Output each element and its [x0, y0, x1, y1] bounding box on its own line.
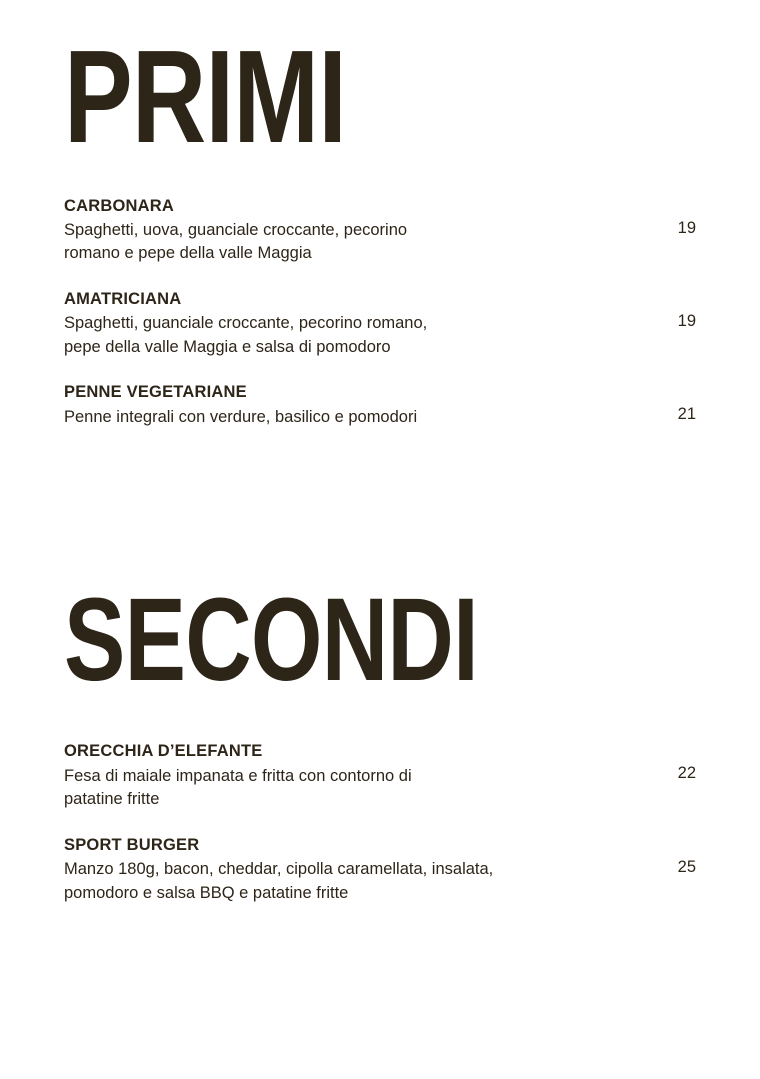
menu-item-description: Spaghetti, guanciale croccante, pecorino romano, pepe della valle Maggia e salsa di pomodoro	[64, 314, 428, 356]
menu-item-price: 22	[677, 764, 696, 783]
menu-item	[64, 289, 696, 359]
menu-item	[64, 382, 696, 429]
menu-item-price: 19	[677, 311, 696, 330]
menu-item	[64, 196, 696, 266]
menu-item-name: CARBONARA	[64, 196, 174, 215]
menu-item-price: 19	[677, 218, 696, 237]
menu-item-name: AMATRICIANA	[64, 289, 182, 308]
menu-item	[64, 741, 696, 811]
menu-item-name: ORECCHIA D’ELEFANTE	[64, 742, 263, 761]
menu-item-text	[64, 382, 417, 429]
section-heading-primi: PRIMI	[64, 23, 347, 170]
menu-item	[64, 835, 696, 905]
menu-item-name: SPORT BURGER	[64, 835, 200, 854]
menu-item-text	[64, 741, 412, 811]
menu-item-price: 21	[677, 405, 696, 424]
menu-section-secondi	[64, 574, 696, 928]
menu-section-primi	[64, 0, 696, 452]
menu-item-text	[64, 289, 427, 359]
menu-item-text	[64, 835, 493, 905]
menu-item-price: 25	[677, 857, 696, 876]
menu-item-description: Manzo 180g, bacon, cheddar, cipolla caramellata, insalata, pomodoro e salsa BBQ e patatine fritte	[64, 860, 494, 902]
menu-item-list-primi	[64, 196, 696, 429]
menu-item-list-secondi	[64, 741, 696, 905]
section-heading-secondi: SECONDI	[64, 574, 478, 706]
menu-item-description: Spaghetti, uova, guanciale croccante, pecorino romano e pepe della valle Maggia	[64, 220, 408, 263]
menu-item-text	[64, 196, 407, 266]
menu-item-name: PENNE VEGETARIANE	[64, 383, 247, 402]
menu-item-description: Penne integrali con verdure, basilico e pomodori	[64, 407, 418, 426]
menu-item-description: Fesa di maiale impanata e fritta con contorno di patatine fritte	[64, 766, 412, 809]
